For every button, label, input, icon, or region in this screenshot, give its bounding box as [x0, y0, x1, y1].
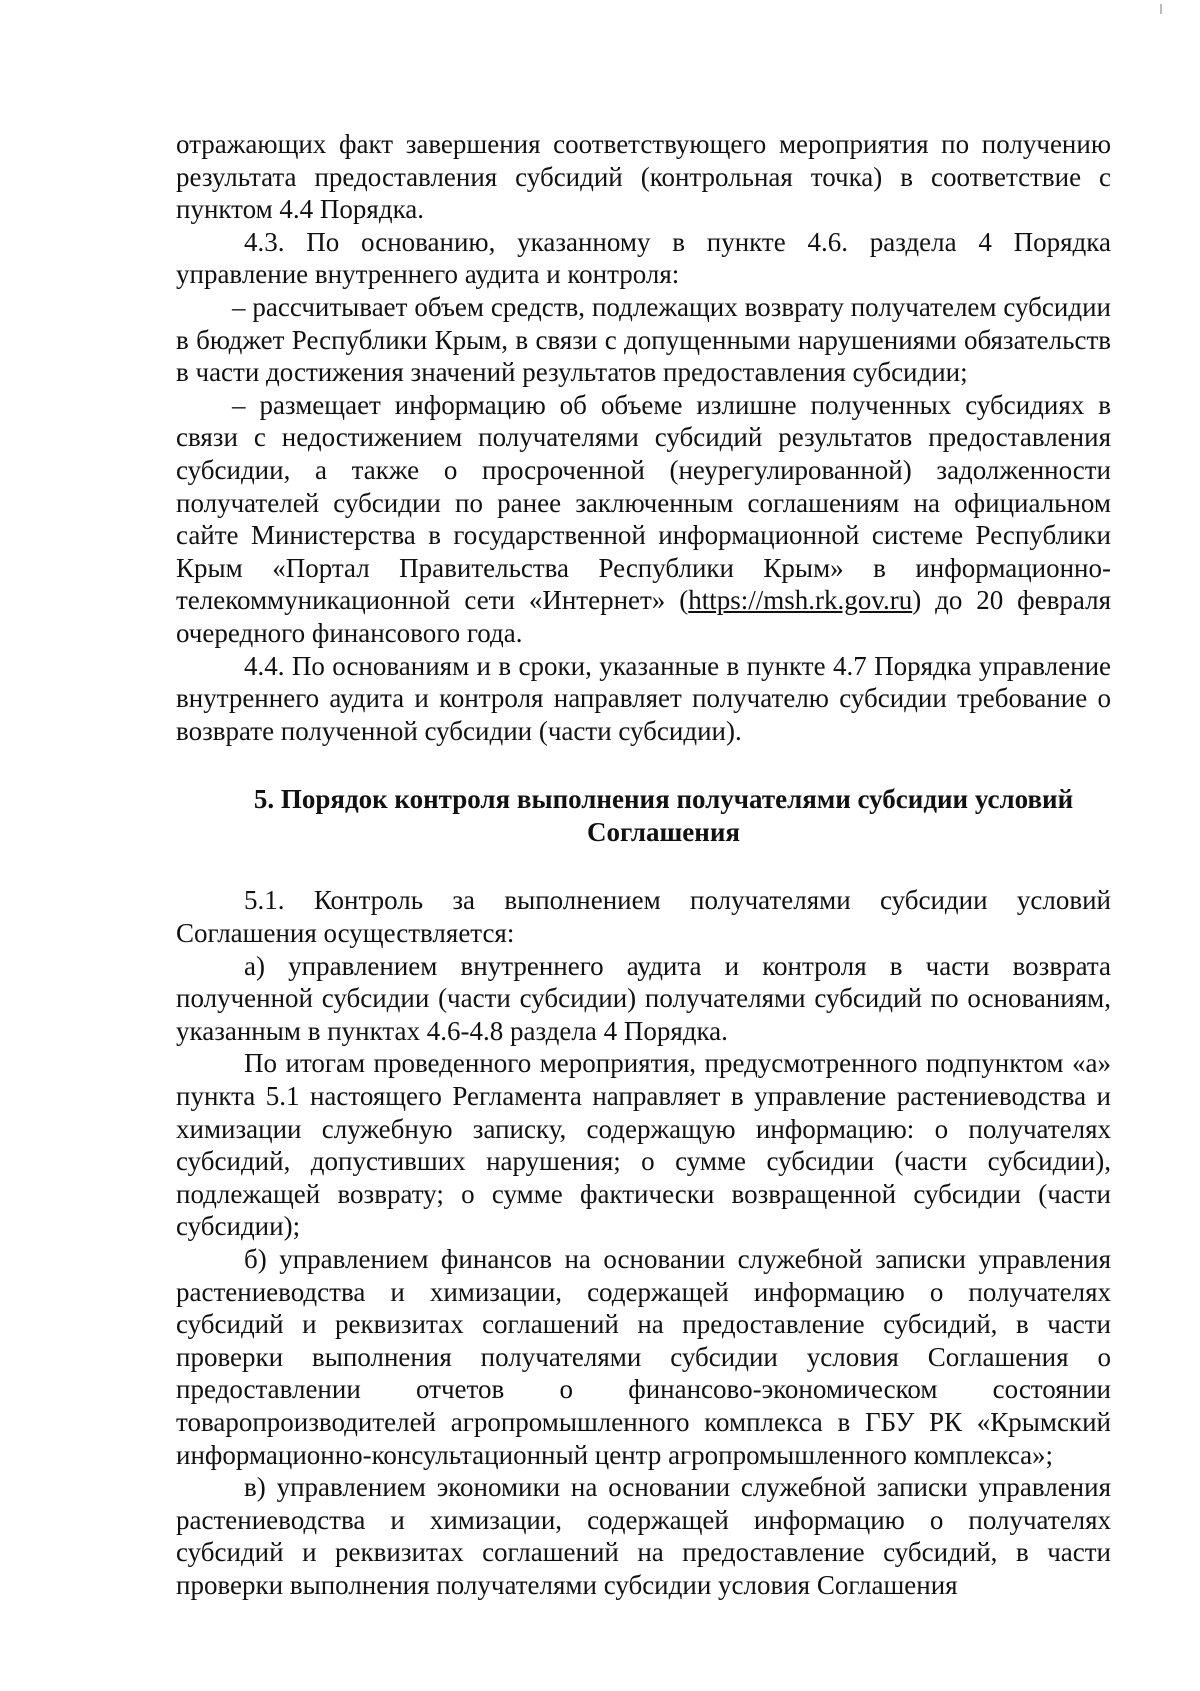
document-body [176, 128, 1111, 1602]
paragraph-5-1-v: в) управлением экономики на основании служебной записки управления растениеводства и химизации, содержащей информацию о получателях субсидий и реквизитах соглашений на предоставление субсидий, в части проверки выполнения получателями субсидии условия Соглашения [176, 1472, 1111, 1600]
section-5-heading-line1: 5. Порядок контроля выполнения получателями субсидии условий [253, 784, 1074, 815]
paragraph-4-4: 4.4. По основаниям и в сроки, указанные в пункте 4.7 Порядка управление внутреннего аудита и контроля направляет получателю субсидии требование о возврате полученной субсидии (части субсидии). [176, 650, 1111, 746]
paragraph-5-1: 5.1. Контроль за выполнением получателями субсидии условий Соглашения осуществляется: [176, 885, 1111, 949]
paragraph-dash-publishes-text: – размещает информацию об объеме излишне полученных субсидиях в связи с недостижением получателями субсидий результатов предоставления субсидии, а также о просроченной (неурегулированной) задолженности получателей субсидии по ранее заключенным соглашениям на официальном сайте Министерства в государственной информационной системе Республики Крым «Портал Правительства Республики Крым» в информационно-телекоммуникационной сети «Интернет» ( [176, 389, 1111, 616]
scan-mark [1160, 4, 1162, 14]
paragraph-dash-calculates: – рассчитывает объем средств, подлежащих возврату получателем субсидии в бюджет Республики Крым, в связи с допущенными нарушениями обязательств в части достижения значений результатов предоставления субсидии; [176, 291, 1111, 388]
paragraph-continuation: отражающих факт завершения соответствующего мероприятия по получению результата предоставления субсидий (контрольная точка) в соответствие с пунктом 4.4 Порядка. [176, 129, 1111, 225]
paragraph-5-1-a: а) управлением внутреннего аудита и контроля в части возврата полученной субсидии (части субсидии) получателями субсидий по основаниям, указанным в пунктах 4.6-4.8 раздела 4 Порядка. [176, 950, 1111, 1046]
paragraph-4-3: 4.3. По основанию, указанному в пункте 4.6. раздела 4 Порядка управление внутреннего аудита и контроля: [176, 226, 1111, 290]
paragraph-5-1-b: б) управлением финансов на основании служебной записки управления растениеводства и химизации, содержащей информацию о получателях субсидий и реквизитах соглашений на предоставление субсидий, в части проверки выполнения получателями субсидии условия Соглашения о предоставлении отчетов о финансово-экономическом состоянии товаропроизводителей агропромышленного комплекса в ГБУ РК «Крымский информационно-консультационный центр агропромышленного комплекса»; [176, 1244, 1111, 1470]
paragraph-dash-publishes-tail: ) до 20 февраля очередного финансового года. [176, 585, 1111, 648]
ministry-website-link[interactable]: https://msh.rk.gov.ru [688, 585, 913, 616]
paragraph-results: По итогам проведенного мероприятия, предусмотренного подпунктом «а» пункта 5.1 настоящего Регламента направляет в управление растениеводства и химизации служебную записку, содержащую информацию: о получателях субсидий, допустивших нарушения; о сумме субсидии (части субсидии), подлежащей возврату; о сумме фактически возвращенной субсидии (части субсидии); [176, 1048, 1111, 1242]
section-5-heading-line2: Соглашения [586, 816, 741, 847]
section-5-heading [176, 783, 1111, 848]
paragraph-dash-publishes [176, 389, 1111, 650]
